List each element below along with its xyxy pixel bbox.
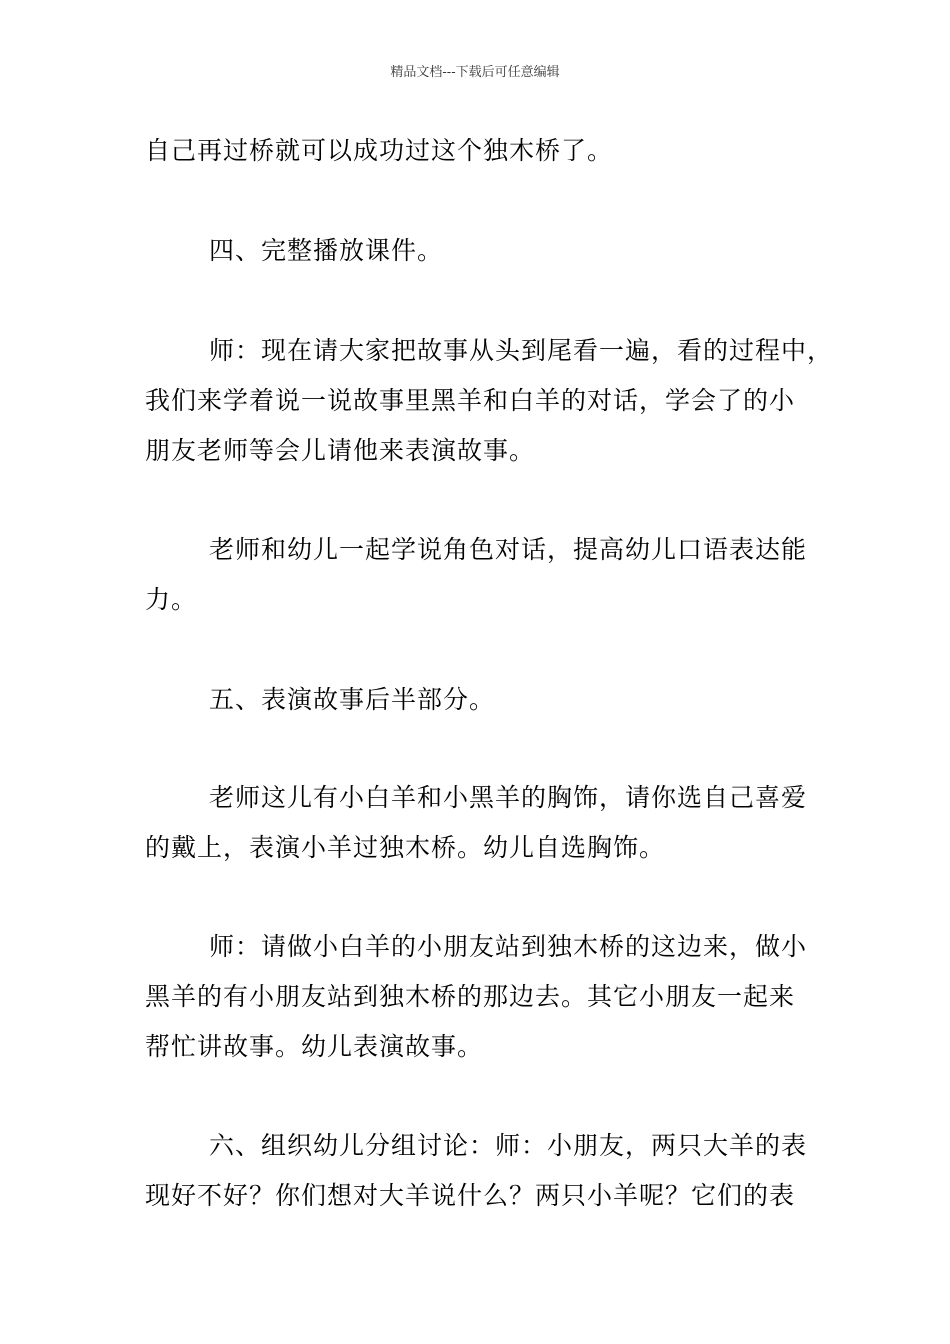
section-heading: 四、完整播放课件。 [209, 236, 444, 265]
text-line: 师：请做小白羊的小朋友站到独木桥的这边来，做小 [209, 932, 808, 961]
section-heading: 六、组织幼儿分组讨论：师：小朋友，两只大羊的表 [209, 1131, 808, 1160]
text-line: 黑羊的有小朋友站到独木桥的那边去。其它小朋友一起来 [145, 982, 796, 1011]
section-heading: 五、表演故事后半部分。 [209, 685, 496, 714]
text-line: 老师和幼儿一起学说角色对话，提高幼儿口语表达能 [209, 535, 808, 564]
text-line: 现好不好？你们想对大羊说什么？两只小羊呢？它们的表 [145, 1181, 796, 1210]
text-line: 我们来学着说一说故事里黑羊和白羊的对话，学会了的小 [145, 386, 796, 415]
text-line: 自己再过桥就可以成功过这个独木桥了。 [145, 136, 614, 165]
text-line: 力。 [145, 585, 198, 614]
text-line: 帮忙讲故事。幼儿表演故事。 [145, 1032, 484, 1061]
text-line: 师：现在请大家把故事从头到尾看一遍，看的过程中， [209, 336, 834, 365]
text-line: 的戴上，表演小羊过独木桥。幼儿自选胸饰。 [145, 833, 666, 862]
text-line: 朋友老师等会儿请他来表演故事。 [145, 436, 536, 465]
page-header: 精品文档---下载后可任意编辑 [390, 65, 560, 80]
text-line: 老师这儿有小白羊和小黑羊的胸饰，请你选自己喜爱 [209, 783, 808, 812]
